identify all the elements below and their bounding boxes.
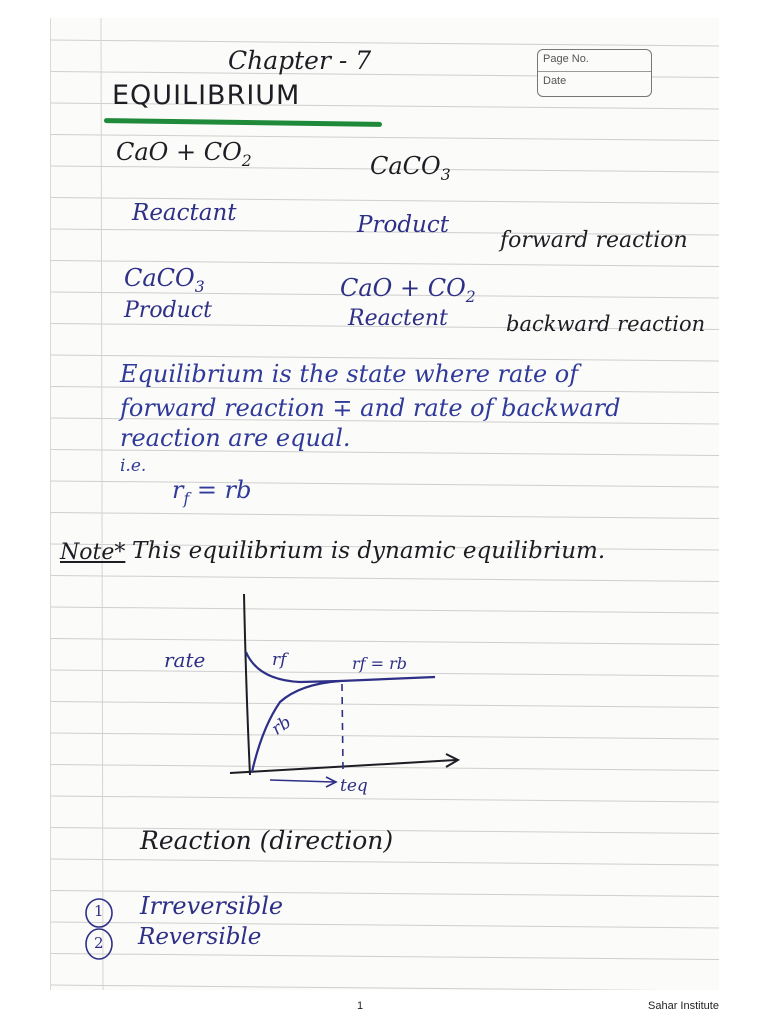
forward-label-product: Product <box>357 212 449 238</box>
institute-name: Sahar Institute <box>648 1000 719 1012</box>
backward-equation-left: CaCO$_3$ <box>124 264 205 296</box>
page-number: 1 <box>357 1000 364 1012</box>
forward-equation-right: CaCO$_3$ <box>370 152 451 184</box>
definition-line-1: Equilibrium is the state where rate of <box>120 360 579 388</box>
backward-equation-right: CaO + $CO_2$ <box>340 274 476 306</box>
graph-rf-label: rf <box>272 650 287 670</box>
note-text: This equilibrium is dynamic equilibrium. <box>132 538 606 564</box>
forward-equation-left: CaO + $CO_2$ <box>116 138 252 170</box>
item-1-label: Irreversible <box>140 892 284 920</box>
forward-reaction-label: forward reaction <box>500 228 688 253</box>
note-label: Note* <box>60 540 126 565</box>
chapter-heading: Chapter - 7 <box>228 46 372 75</box>
graph-y-label: rate <box>164 648 206 672</box>
ie-label: i.e. <box>120 456 147 476</box>
rate-equality-formula: $r_f$ = rb <box>172 476 252 508</box>
backward-reaction-label: backward reaction <box>506 312 706 336</box>
definition-line-3: reaction are equal. <box>120 424 351 452</box>
reaction-types-heading: Reaction (direction) <box>140 826 394 855</box>
graph-rb-label: rb <box>267 712 296 740</box>
item-2-label: Reversible <box>138 924 262 950</box>
item-2-number: 2 <box>94 934 104 952</box>
page-title: EQUILIBRIUM <box>112 80 301 111</box>
page-no-label: Page No. <box>543 53 589 65</box>
definition-line-2: forward reaction ∓ and rate of backward <box>120 394 621 422</box>
item-1-number: 1 <box>94 902 104 920</box>
date-label: Date <box>543 75 567 87</box>
backward-label-product: Product <box>124 298 212 323</box>
backward-label-reactent: Reactent <box>348 306 448 331</box>
graph-equilibrium-label: rf = rb <box>352 654 408 673</box>
forward-label-reactant: Reactant <box>132 200 237 226</box>
graph-x-label: teq <box>340 776 368 796</box>
